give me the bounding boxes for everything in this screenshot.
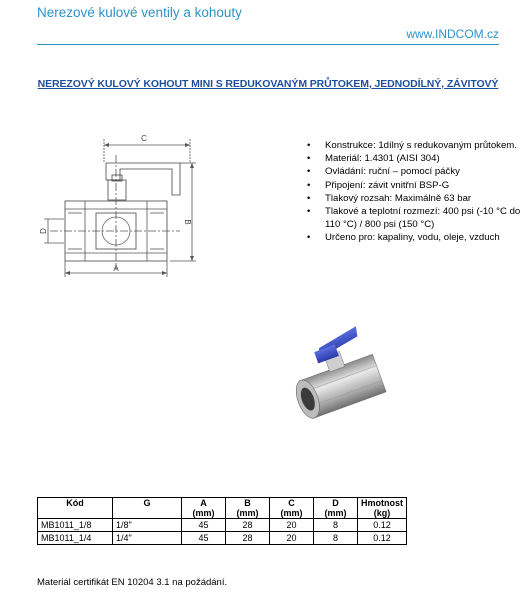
header-section-title: Nerezové kulové ventily a kohouty	[37, 5, 242, 20]
col-header-weight: Hmotnost (kg)	[358, 498, 407, 519]
spec-item: • Konstrukce: 1dílný s redukovaným průtokem.	[307, 140, 517, 151]
spec-item: • Určeno pro: kapaliny, vodu, oleje, vzduch	[307, 232, 500, 244]
product-title: NEREZOVÝ KULOVÝ KOHOUT MINI S REDUKOVANÝM PRŮTOKEM, JEDNODÍLNÝ, ZÁVITOVÝ	[37, 78, 499, 90]
table-header-row	[38, 498, 407, 519]
header-divider	[37, 44, 499, 45]
spec-item: • Materiál: 1.4301 (AISI 304)	[307, 153, 440, 165]
cell-code: MB1011_1/8	[38, 519, 113, 532]
dimension-table	[37, 497, 407, 545]
spec-item: • Tlakový rozsah: Maximálně 63 bar	[307, 192, 472, 204]
col-header-b: B (mm)	[226, 498, 270, 519]
spec-item: • Ovládání: ruční – pomocí páčky	[307, 166, 460, 178]
col-header-d: D (mm)	[314, 498, 358, 519]
header-website[interactable]: www.INDCOM.cz	[406, 27, 499, 41]
bullet-icon: •	[307, 206, 311, 218]
cell-g: 1/4"	[113, 532, 182, 545]
bullet-icon: •	[307, 153, 311, 165]
bullet-icon: •	[307, 232, 311, 244]
col-header-g: G	[113, 498, 182, 519]
cell-c: 20	[270, 532, 314, 545]
certificate-note: Materiál certifikát EN 10204 3.1 na požádání.	[37, 577, 228, 588]
dim-label-b: B	[183, 219, 192, 225]
spec-list	[305, 139, 525, 245]
cell-b: 28	[226, 532, 270, 545]
table-row	[38, 519, 407, 532]
technical-drawing	[30, 125, 200, 280]
cell-weight: 0.12	[358, 519, 407, 532]
cell-code: MB1011_1/4	[38, 532, 113, 545]
cell-a: 45	[182, 519, 226, 532]
cell-g: 1/8"	[113, 519, 182, 532]
cell-b: 28	[226, 519, 270, 532]
col-header-c: C (mm)	[270, 498, 314, 519]
cell-d: 8	[314, 519, 358, 532]
product-photo	[292, 316, 392, 428]
dim-label-c: C	[141, 134, 147, 143]
bullet-icon: •	[307, 140, 311, 151]
cell-a: 45	[182, 532, 226, 545]
bullet-icon: •	[307, 179, 311, 191]
bullet-icon: •	[307, 166, 311, 178]
col-header-a: A (mm)	[182, 498, 226, 519]
cell-c: 20	[270, 519, 314, 532]
spec-item: • Připojení: závit vnitřní BSP-G	[307, 179, 450, 191]
cell-d: 8	[314, 532, 358, 545]
spec-item: • Tlakové a teplotní rozmezí: 400 psi (-10 °C do 110 °C) / 800 psi (150 °C)	[307, 206, 521, 231]
col-header-code: Kód	[38, 498, 113, 519]
cell-weight: 0.12	[358, 532, 407, 545]
bullet-icon: •	[307, 192, 311, 204]
dim-label-a: A	[113, 264, 119, 273]
table-row	[38, 532, 407, 545]
dim-label-d: D	[39, 228, 48, 234]
